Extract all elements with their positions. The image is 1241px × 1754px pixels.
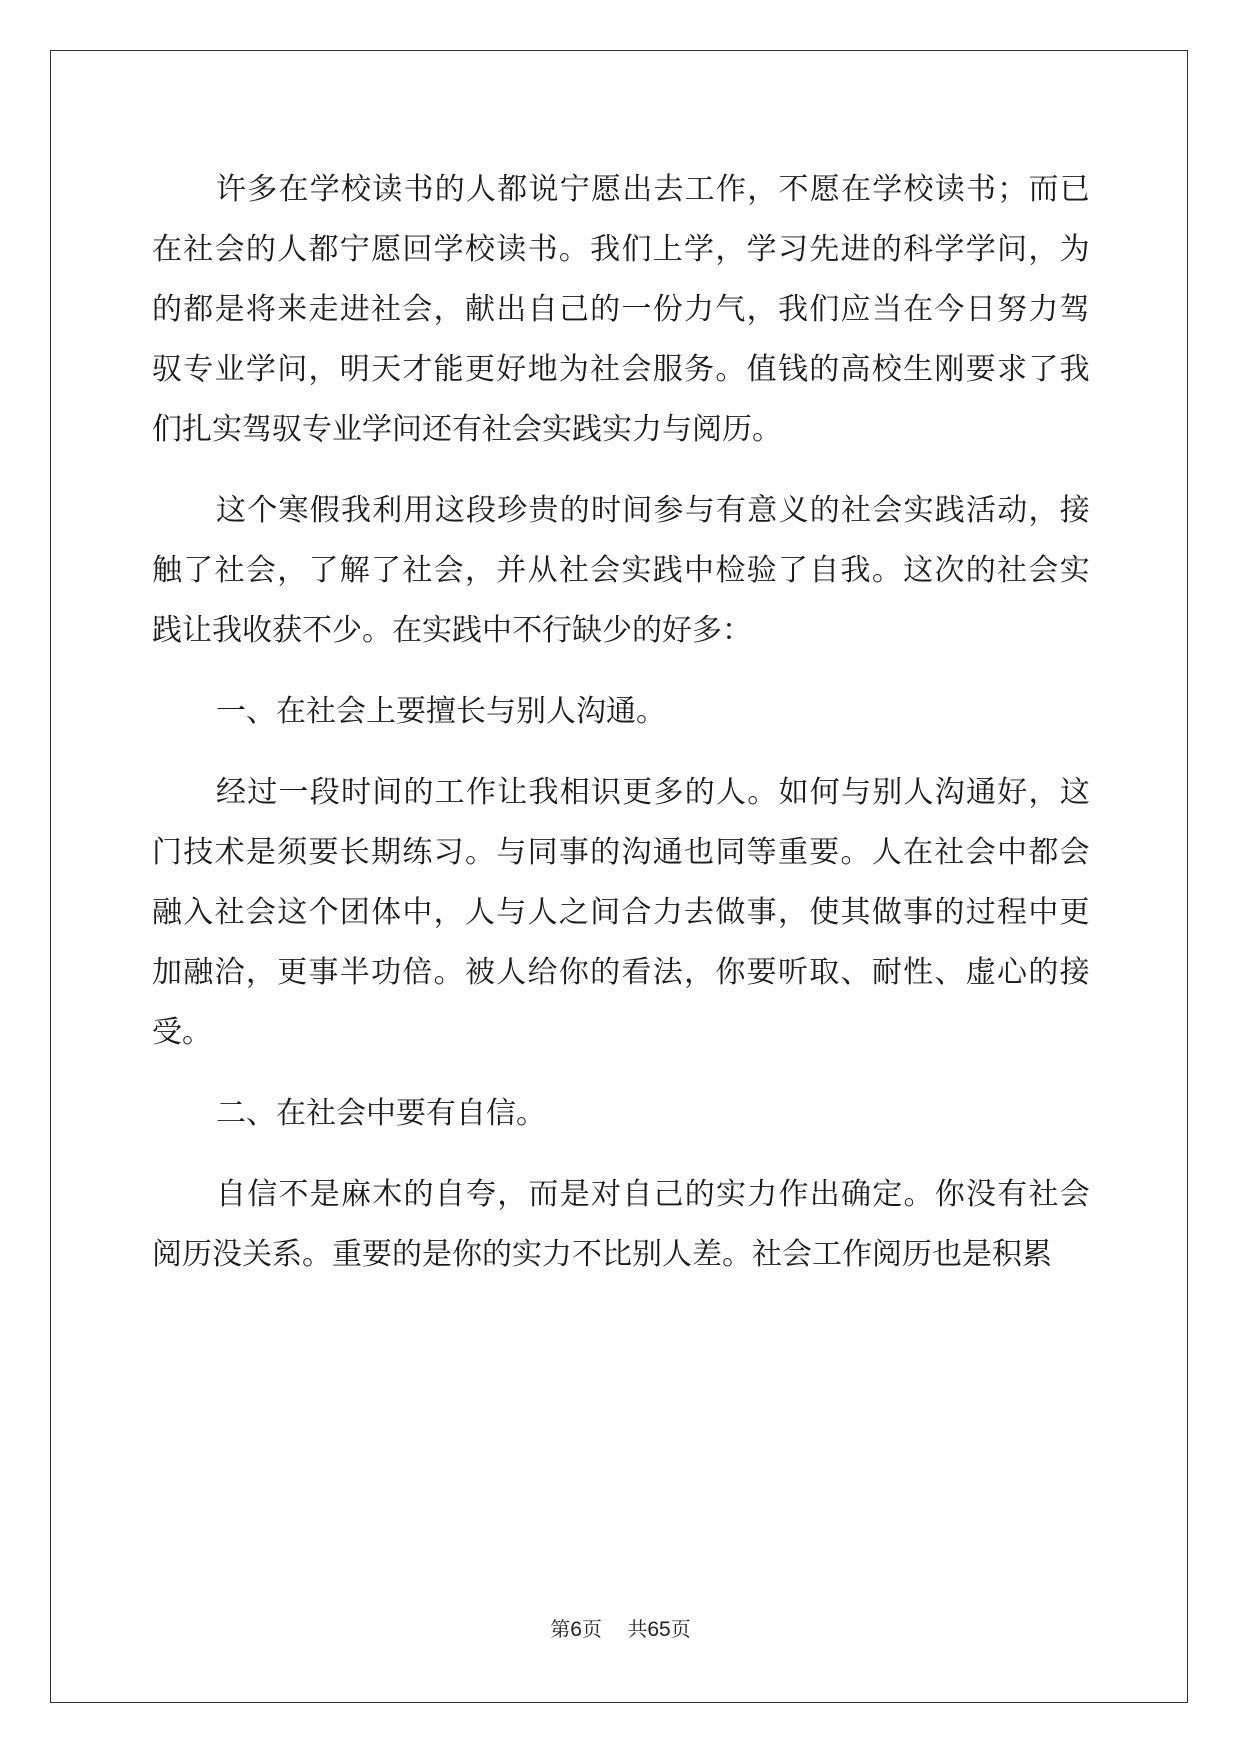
- page-footer: [0, 1613, 1241, 1642]
- page-suffix: 页: [581, 1617, 602, 1641]
- text-line: 践让我收获不少。在实践中不行缺少的好多：: [152, 613, 752, 648]
- paragraph: [152, 1165, 1090, 1285]
- paragraph: [152, 763, 1090, 1063]
- paragraph: [152, 160, 1090, 460]
- text-line: 受。: [152, 1015, 212, 1050]
- text-line: 这 个 寒 假 我 利 用 这 段 珍 贵 的 时 间 参 与 有 意 义 的 社 会 实 践 活 动 ， 接: [216, 493, 1090, 528]
- text-line: 们扎实驾驭专业学问还有社会实践实力与阅历。: [152, 412, 782, 447]
- text-line: 驭 专 业 学 问 ， 明 天 才 能 更 好 地 为 社 会 服 务 。 值 钱 的 高 校 生 刚 要 求 了 我: [152, 352, 1090, 387]
- total-prefix: 共: [627, 1617, 648, 1641]
- total-pages: 65: [647, 1618, 671, 1641]
- text-line: 门 技 术 是 须 要 长 期 练 习 。 与 同 事 的 沟 通 也 同 等 重 要 。 人 在 社 会 中 都 会: [152, 835, 1090, 870]
- text-line: 一、在社会上要擅长与别人沟通。: [216, 694, 666, 729]
- page-prefix: 第: [550, 1617, 571, 1641]
- text-line: 经 过 一 段 时 间 的 工 作 让 我 相 识 更 多 的 人 。 如 何 与 别 人 沟 通 好 ， 这: [216, 775, 1090, 810]
- paragraph: [152, 481, 1090, 661]
- text-line: 阅历没关系。重要的是你的实力不比别人差。社会工作阅历也是积累: [152, 1237, 1052, 1272]
- paragraph: [152, 1084, 1090, 1144]
- text-line: 触 了 社 会 ， 了 解 了 社 会 ， 并 从 社 会 实 践 中 检 验 了 自 我 。 这 次 的 社 会 实: [152, 553, 1090, 588]
- page-number: 6: [570, 1618, 582, 1641]
- total-suffix: 页: [670, 1617, 691, 1641]
- text-line: 自 信 不 是 麻 木 的 自 夸 ， 而 是 对 自 己 的 实 力 作 出 确 定 。 你 没 有 社 会: [216, 1177, 1090, 1212]
- text-line: 融 入 社 会 这 个 团 体 中 ， 人 与 人 之 间 合 力 去 做 事 ， 使 其 做 事 的 过 程 中 更: [152, 895, 1090, 930]
- text-line: 许 多 在 学 校 读 书 的 人 都 说 宁 愿 出 去 工 作 ， 不 愿 在 学 校 读 书 ； 而 已: [216, 172, 1090, 207]
- text-line: 加 融 洽 ， 更 事 半 功 倍 。 被 人 给 你 的 看 法 ， 你 要 听 取 、 耐 性 、 虚 心 的 接: [152, 955, 1090, 990]
- paragraph: [152, 682, 1090, 742]
- text-line: 在 社 会 的 人 都 宁 愿 回 学 校 读 书 。 我 们 上 学 ， 学 习 先 进 的 科 学 学 问 ， 为: [152, 232, 1090, 267]
- text-line: 二、在社会中要有自信。: [216, 1096, 546, 1131]
- text-line: 的 都 是 将 来 走 进 社 会 ， 献 出 自 己 的 一 份 力 气 ， 我 们 应 当 在 今 日 努 力 驾: [152, 292, 1090, 327]
- document-body: [152, 160, 1090, 1285]
